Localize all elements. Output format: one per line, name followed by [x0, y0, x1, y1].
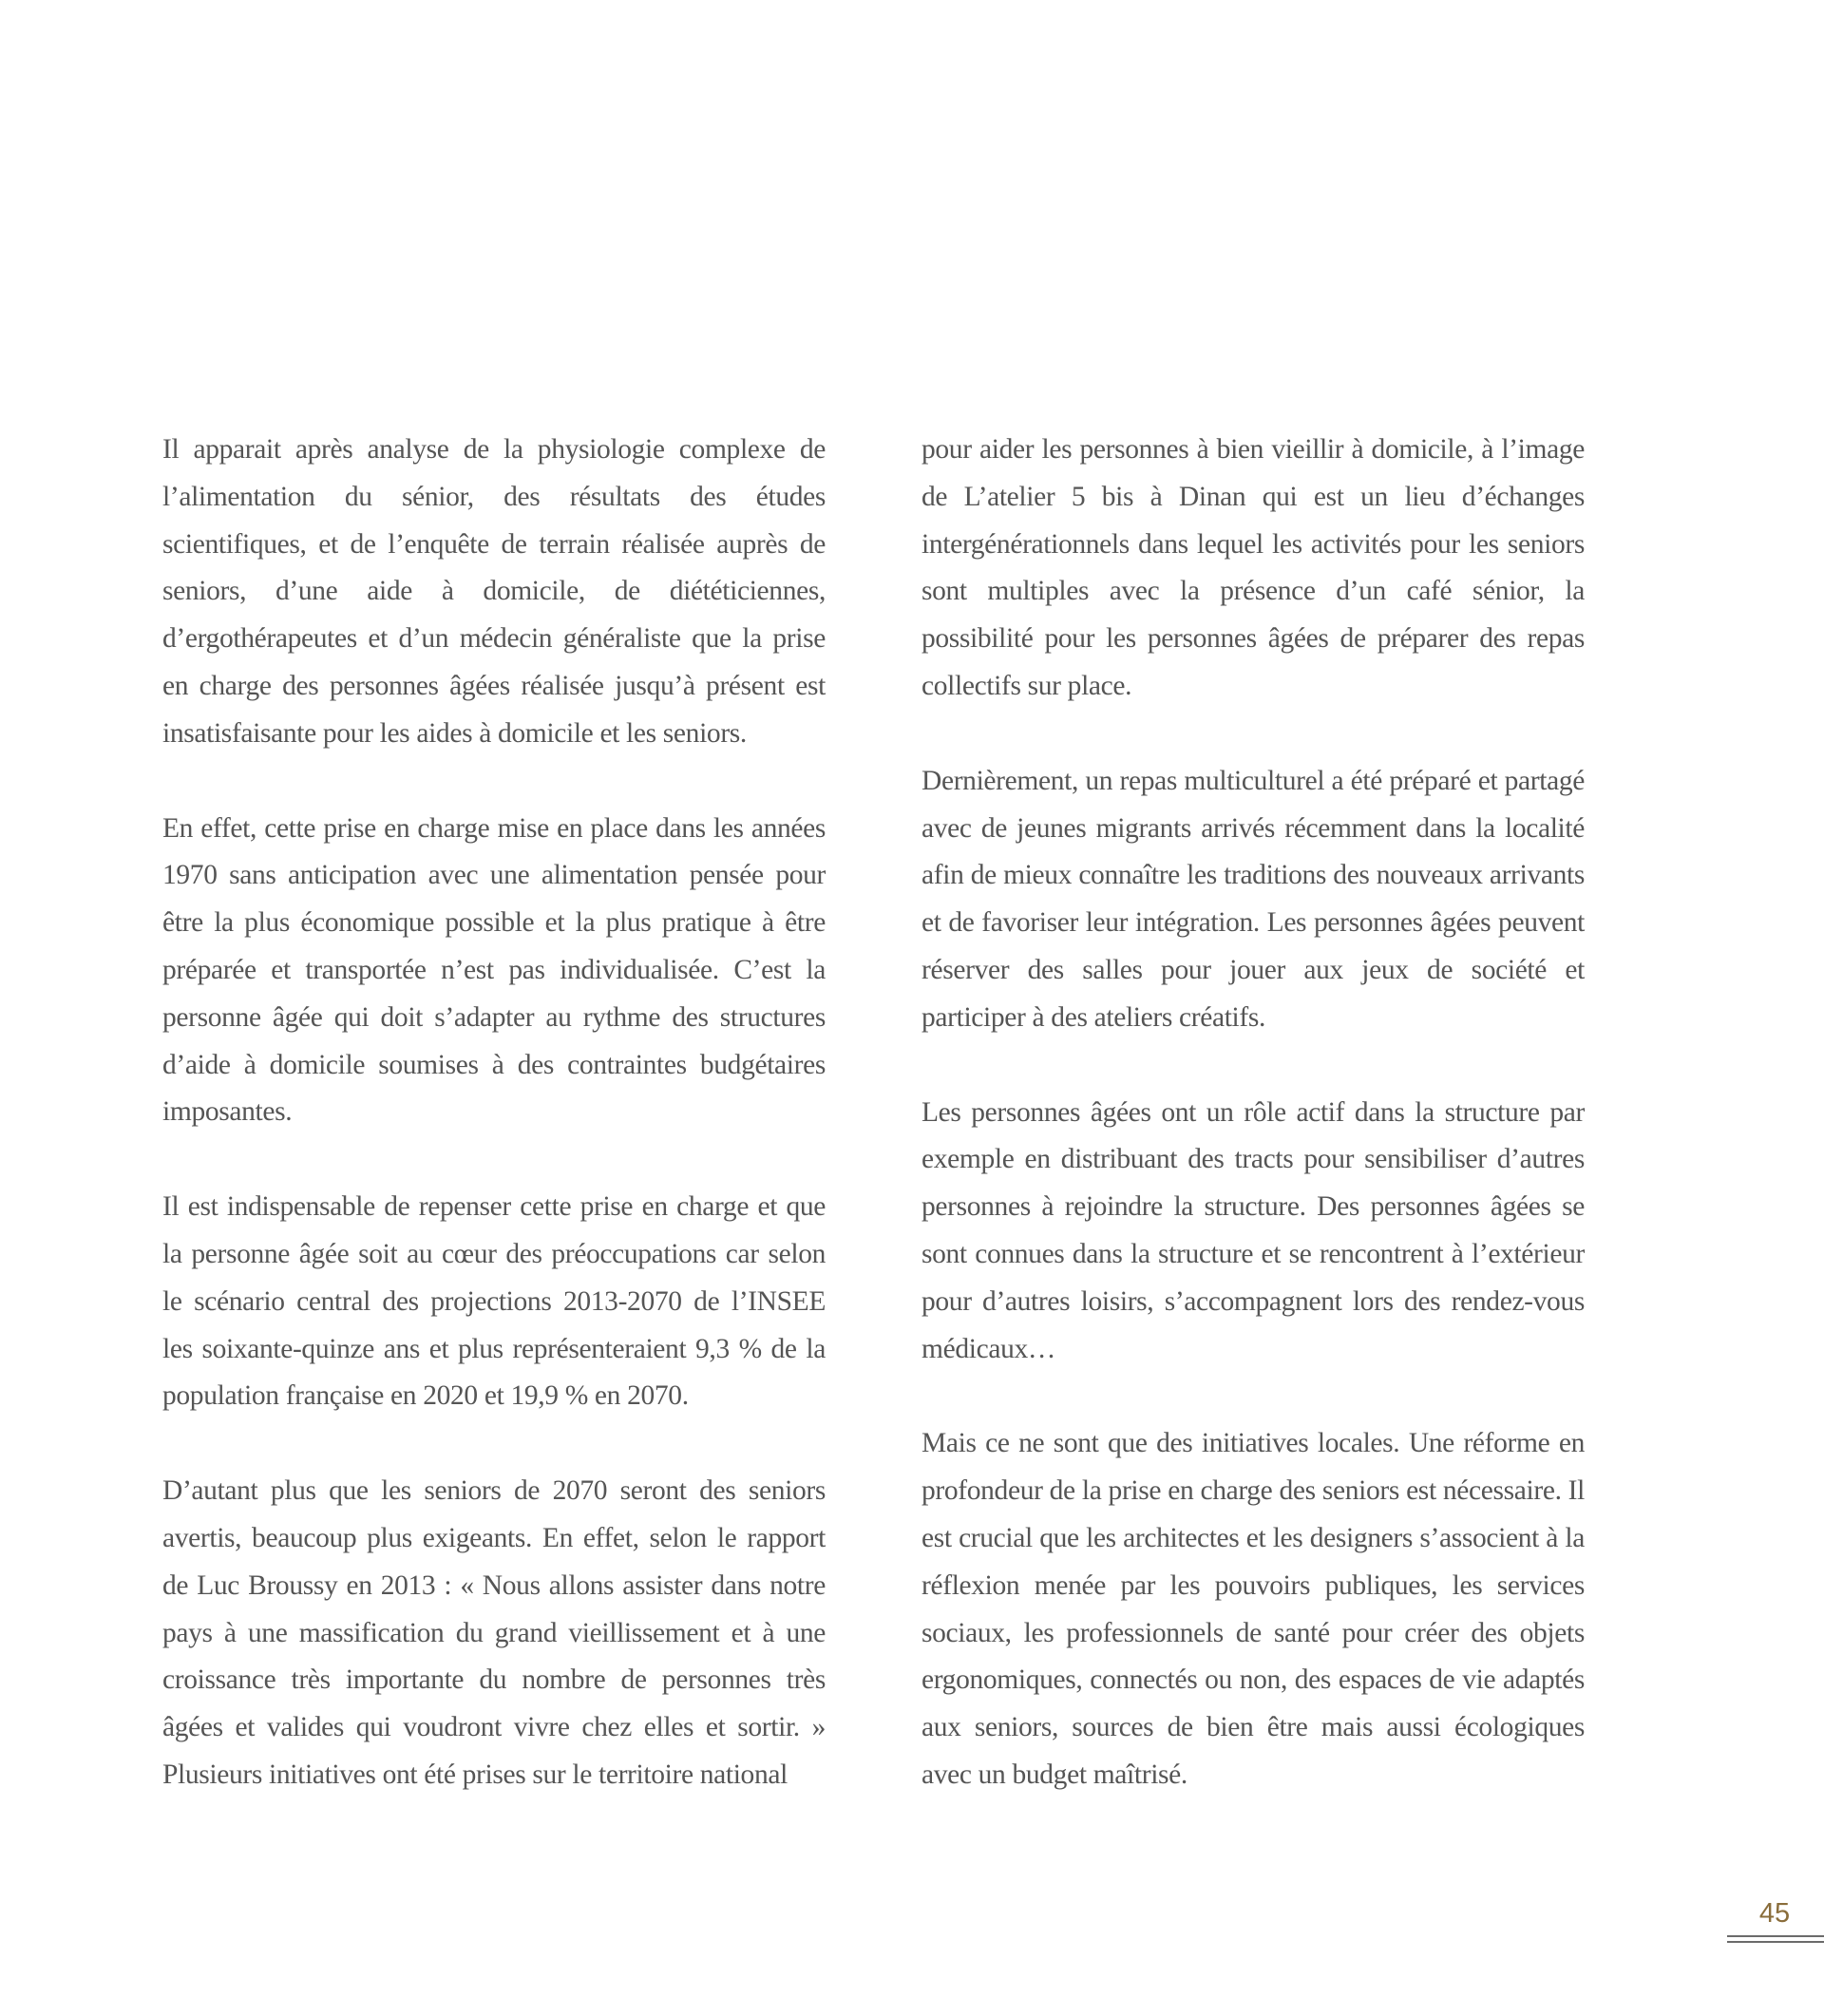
- paragraph-active-role: Les personnes âgées ont un rôle actif dans la structure par exemple en distribuant des tracts pour sensibiliser d’autres personnes à rejoindre la structure. Des personnes âgées se sont connues dans la structure et se rencontrent à l’extérieur pour d’autres loisirs, s’accompagnent lors des rendez-vous médicaux…: [922, 1096, 1585, 1364]
- page-number-rule-top: [1727, 1935, 1824, 1937]
- paragraph-reform: Mais ce ne sont que des initiatives locales. Une réforme en profondeur de la prise en charge des seniors est nécessaire. Il est crucial que les architectes et les designers s’associent à la réflexion menée par les pouvoirs publiques, les services sociaux, les professionnels de santé pour créer des objets ergonomiques, connectés ou non, des espaces de vie adaptés aux seniors, sources de bien être mais aussi écologiques avec un budget maîtrisé.: [922, 1428, 1585, 1790]
- paragraph-analysis: Il apparait après analyse de la physiologie complexe de l’alimentation du sénior, des résultats des études scientifiques, et de l’enquête de terrain réalisée auprès de seniors, d’une aide à domicile, de diététiciennes, d’ergothérapeutes et d’un médecin généraliste que la prise en charge des personnes âgées réalisée jusqu’à présent est insatisfaisante pour les aides à domicile et les seniors.: [162, 434, 826, 749]
- paragraph-multicultural-meal: Dernièrement, un repas multiculturel a été préparé et partagé avec de jeunes migrants arrivés récemment dans la localité afin de mieux connaître les traditions des nouveaux arrivants et de favoriser leur intégration. Les personnes âgées peuvent réserver des salles pour jouer aux jeux de société et participer à des ateliers créatifs.: [922, 765, 1585, 1033]
- paragraph-current-care: En effet, cette prise en charge mise en place dans les années 1970 sans anticipation avec une alimentation pensée pour être la plus économique possible et la plus pratique à être préparée et transportée n’est pas individualisée. C’est la personne âgée qui doit s’adapter au rythme des structures d’aide à domicile soumises à des contraintes budgétaires imposantes.: [162, 812, 826, 1128]
- paragraph-atelier-dinan: pour aider les personnes à bien vieillir à domicile, à l’image de L’atelier 5 bis à Dinan qui est un lieu d’échanges intergénérationnels dans lequel les activités pour les seniors sont multiples avec la présence d’un café sénior, la possibilité pour les personnes âgées de préparer des repas collectifs sur place.: [922, 434, 1585, 701]
- left-text-column: [162, 427, 826, 1847]
- paragraph-insee-projections: Il est indispensable de repenser cette prise en charge et que la personne âgée soit au cœur des préoccupations car selon le scénario central des projections 2013-2070 de l’INSEE les soixante-quinze ans et plus représenteraient 9,3 % de la population française en 2020 et 19,9 % en 2070.: [162, 1191, 826, 1412]
- page-number: 45: [1758, 1898, 1791, 1929]
- right-text-column: [922, 427, 1585, 1847]
- paragraph-broussy-report: D’autant plus que les seniors de 2070 seront des seniors avertis, beaucoup plus exigeants. En effet, selon le rapport de Luc Broussy en 2013 : « Nous allons assister dans notre pays à une massification du grand vieillissement et à une croissance très importante du nombre de personnes très âgées et valides qui voudront vivre chez elles et sortir. » Plusieurs initiatives ont été prises sur le territoire national: [162, 1475, 826, 1790]
- page-number-rule-bottom: [1727, 1941, 1824, 1943]
